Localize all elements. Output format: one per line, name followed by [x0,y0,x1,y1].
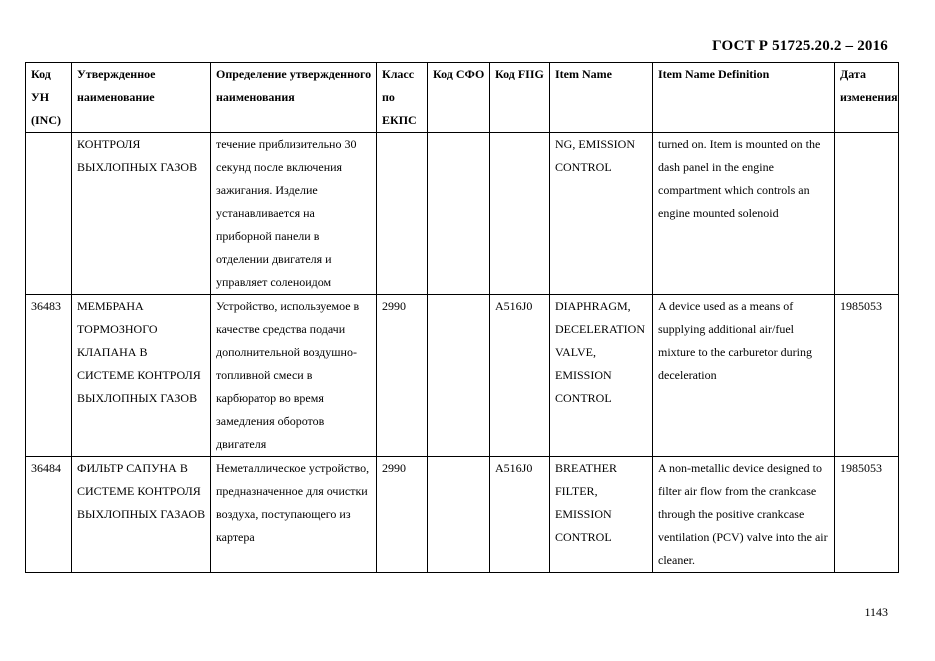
col-header-code-sfo: Код СФО [428,63,490,133]
cell-item-name: DIAPHRAGM, DECELERATION VALVE, EMISSION CONTROL [550,295,653,457]
cell-approved-name: ФИЛЬТР САПУНА В СИСТЕМЕ КОНТРОЛЯ ВЫХЛОПНЫХ ГАЗАОВ [72,457,211,573]
cell-approved-name: МЕМБРАНА ТОРМОЗНОГО КЛАПАНА В СИСТЕМЕ КОНТРОЛЯ ВЫХЛОПНЫХ ГАЗОВ [72,295,211,457]
col-header-item-name: Item Name [550,63,653,133]
col-header-change-date: Дата изменения [835,63,899,133]
cell-item-definition: A non-metallic device designed to filter air flow from the crankcase through the positive crankcase ventilation (PCV) valve into the air cleaner. [653,457,835,573]
cell-change-date [835,133,899,295]
cell-code-sfo [428,133,490,295]
cell-approved-name: КОНТРОЛЯ ВЫХЛОПНЫХ ГАЗОВ [72,133,211,295]
cell-class-ekps [377,133,428,295]
table-header-row [26,63,899,133]
cell-item-name: BREATHER FILTER, EMISSION CONTROL [550,457,653,573]
cell-code-fiig [490,133,550,295]
table-row [26,133,899,295]
cell-item-definition: turned on. Item is mounted on the dash panel in the engine compartment which controls an engine mounted solenoid [653,133,835,295]
cell-code-fiig: A516J0 [490,457,550,573]
catalog-table [25,62,899,573]
col-header-item-definition: Item Name Definition [653,63,835,133]
cell-class-ekps: 2990 [377,295,428,457]
cell-inc: 36484 [26,457,72,573]
cell-change-date: 1985053 [835,457,899,573]
cell-definition-ru: Устройство, используемое в качестве средства подачи дополнительной воздушно-топливной смеси в карбюратор во время замедления оборотов двигателя [211,295,377,457]
cell-code-sfo [428,457,490,573]
cell-change-date: 1985053 [835,295,899,457]
cell-code-fiig: A516J0 [490,295,550,457]
cell-inc: 36483 [26,295,72,457]
cell-inc [26,133,72,295]
table-row [26,457,899,573]
cell-item-name: NG, EMISSION CONTROL [550,133,653,295]
cell-definition-ru: Неметаллическое устройство, предназначенное для очистки воздуха, поступающего из картера [211,457,377,573]
table-row [26,295,899,457]
cell-definition-ru: течение приблизительно 30 секунд после включения зажигания. Изделие устанавливается на приборной панели в отделении двигателя и управляет соленоидом [211,133,377,295]
col-header-definition-ru: Определение утвержденного наименования [211,63,377,133]
document-title: ГОСТ Р 51725.20.2 – 2016 [712,38,888,54]
col-header-code-fiig: Код FIIG [490,63,550,133]
page-number: 1143 [864,605,888,619]
col-header-approved-name: Утвержденное наименование [72,63,211,133]
cell-code-sfo [428,295,490,457]
cell-class-ekps: 2990 [377,457,428,573]
cell-item-definition: A device used as a means of supplying additional air/fuel mixture to the carburetor during deceleration [653,295,835,457]
col-header-class-ekps: Класс по ЕКПС [377,63,428,133]
col-header-inc: Код УН (INC) [26,63,72,133]
